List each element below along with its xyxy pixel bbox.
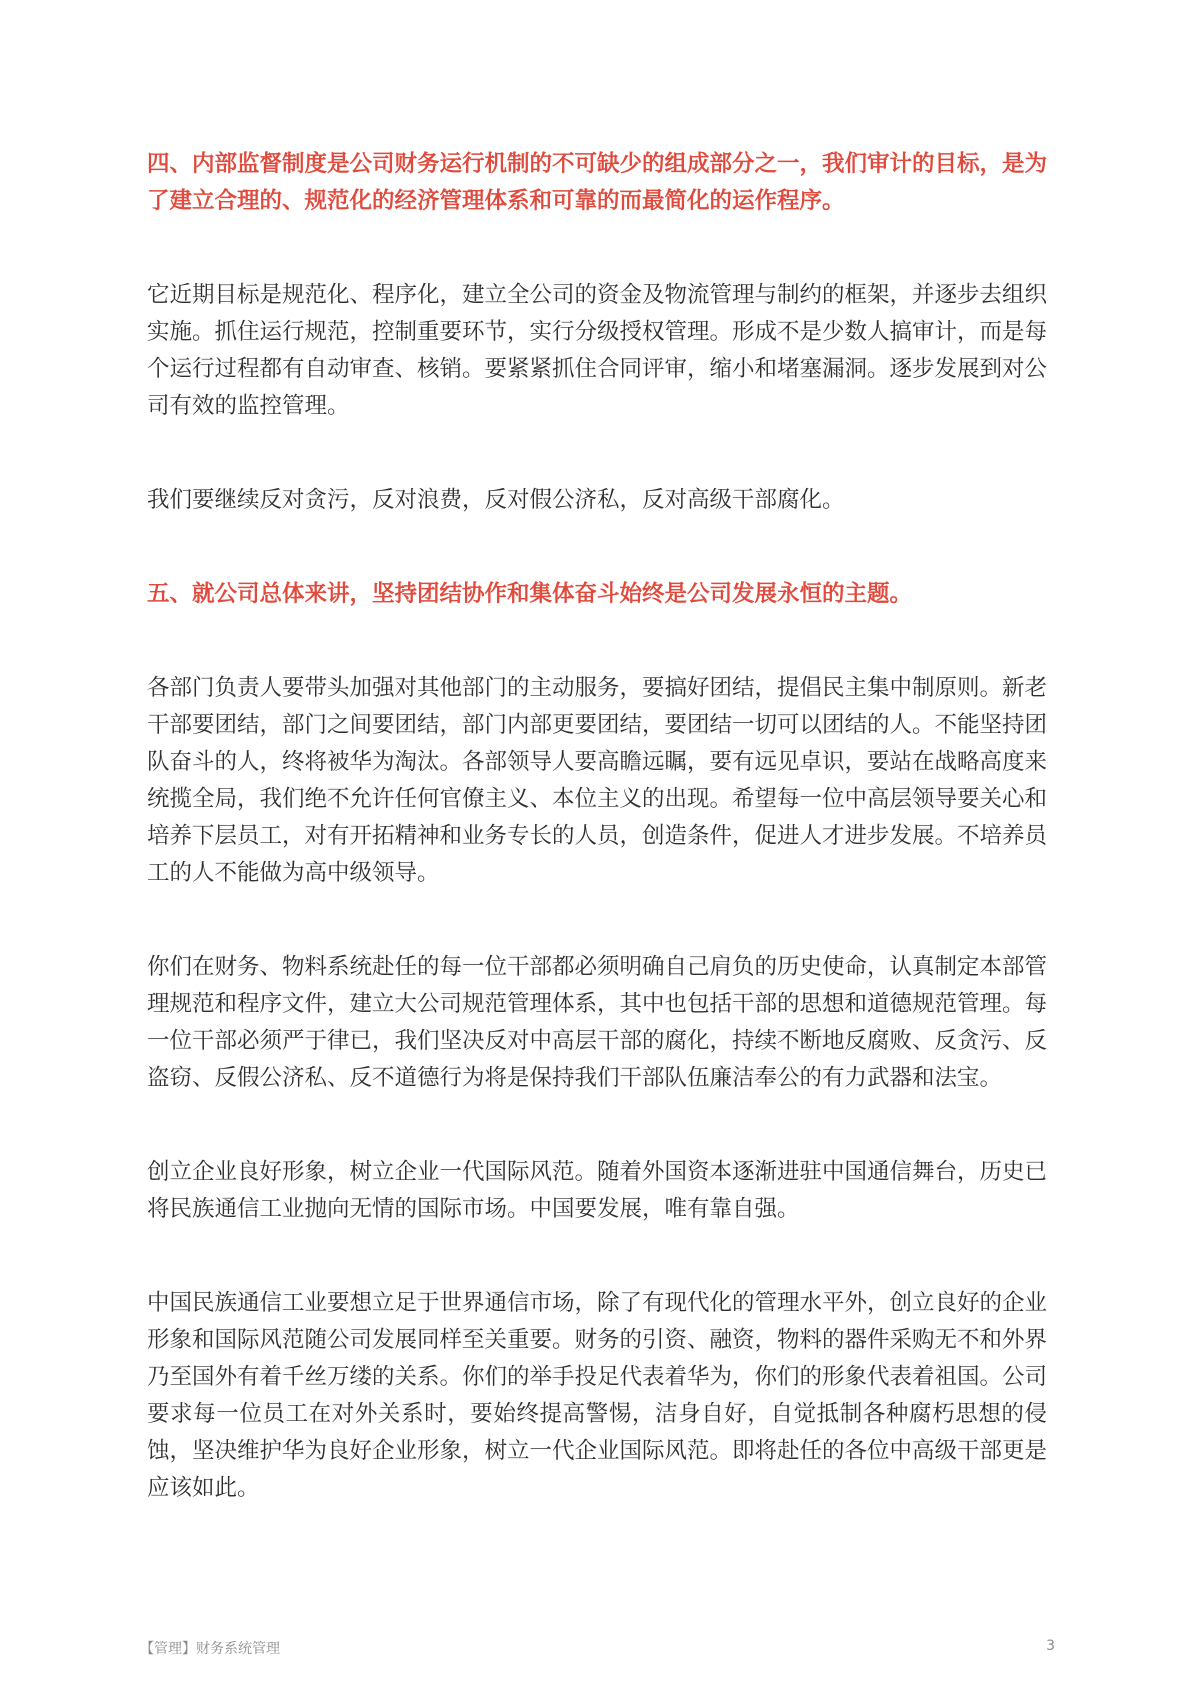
section-heading-4: 四、内部监督制度是公司财务运行机制的不可缺少的组成部分之一，我们审计的目标，是为了建立合理的、规范化的经济管理体系和可靠的而最简化的运作程序。 xyxy=(147,151,1048,214)
page-number: 3 xyxy=(1046,1638,1055,1654)
paragraph: 我们要继续反对贪污，反对浪费，反对假公济私，反对高级干部腐化。 xyxy=(147,487,845,513)
paragraph: 你们在财务、物料系统赴任的每一位干部都必须明确自己肩负的历史使命，认真制定本部管理规范和程序文件，建立大公司规范管理体系，其中也包括干部的思想和道德规范管理。每一位干部必须严于律已，我们坚决反对中高层干部的腐化，持续不断地反腐败、反贪污、反盗窃、反假公济私、反不道德行为将是保持我们干部队伍廉洁奉公的有力武器和法宝。 xyxy=(147,954,1048,1091)
paragraph: 它近期目标是规范化、程序化，建立全公司的资金及物流管理与制约的框架，并逐步去组织实施。抓住运行规范，控制重要环节，实行分级授权管理。形成不是少数人搞审计，而是每个运行过程都有自动审查、核销。要紧紧抓住合同评审，缩小和堵塞漏洞。逐步发展到对公司有效的监控管理。 xyxy=(147,282,1048,419)
document-body xyxy=(147,146,1047,1507)
paragraph: 创立企业良好形象，树立企业一代国际风范。随着外国资本逐渐进驻中国通信舞台，历史已将民族通信工业抛向无情的国际市场。中国要发展，唯有靠自强。 xyxy=(147,1159,1048,1222)
section-heading-5: 五、就公司总体来讲，坚持团结协作和集体奋斗始终是公司发展永恒的主题。 xyxy=(147,581,913,607)
paragraph: 各部门负责人要带头加强对其他部门的主动服务，要搞好团结，提倡民主集中制原则。新老干部要团结，部门之间要团结，部门内部更要团结，要团结一切可以团结的人。不能坚持团队奋斗的人，终将被华为淘汰。各部领导人要高瞻远瞩，要有远见卓识，要站在战略高度来统揽全局，我们绝不允许任何官僚主义、本位主义的出现。希望每一位中高层领导要关心和培养下层员工，对有开拓精神和业务专长的人员，创造条件，促进人才进步发展。不培养员工的人不能做为高中级领导。 xyxy=(147,675,1048,886)
paragraph: 中国民族通信工业要想立足于世界通信市场，除了有现代化的管理水平外，创立良好的企业形象和国际风范随公司发展同样至关重要。财务的引资、融资，物料的器件采购无不和外界乃至国外有着千丝万缕的关系。你们的举手投足代表着华为，你们的形象代表着祖国。公司要求每一位员工在对外关系时，要始终提高警惕，洁身自好，自觉抵制各种腐朽思想的侵蚀，坚决维护华为良好企业形象，树立一代企业国际风范。即将赴任的各位中高级干部更是应该如此。 xyxy=(147,1290,1048,1501)
footer-doc-title: 【管理】财务系统管理 xyxy=(140,1641,280,1657)
